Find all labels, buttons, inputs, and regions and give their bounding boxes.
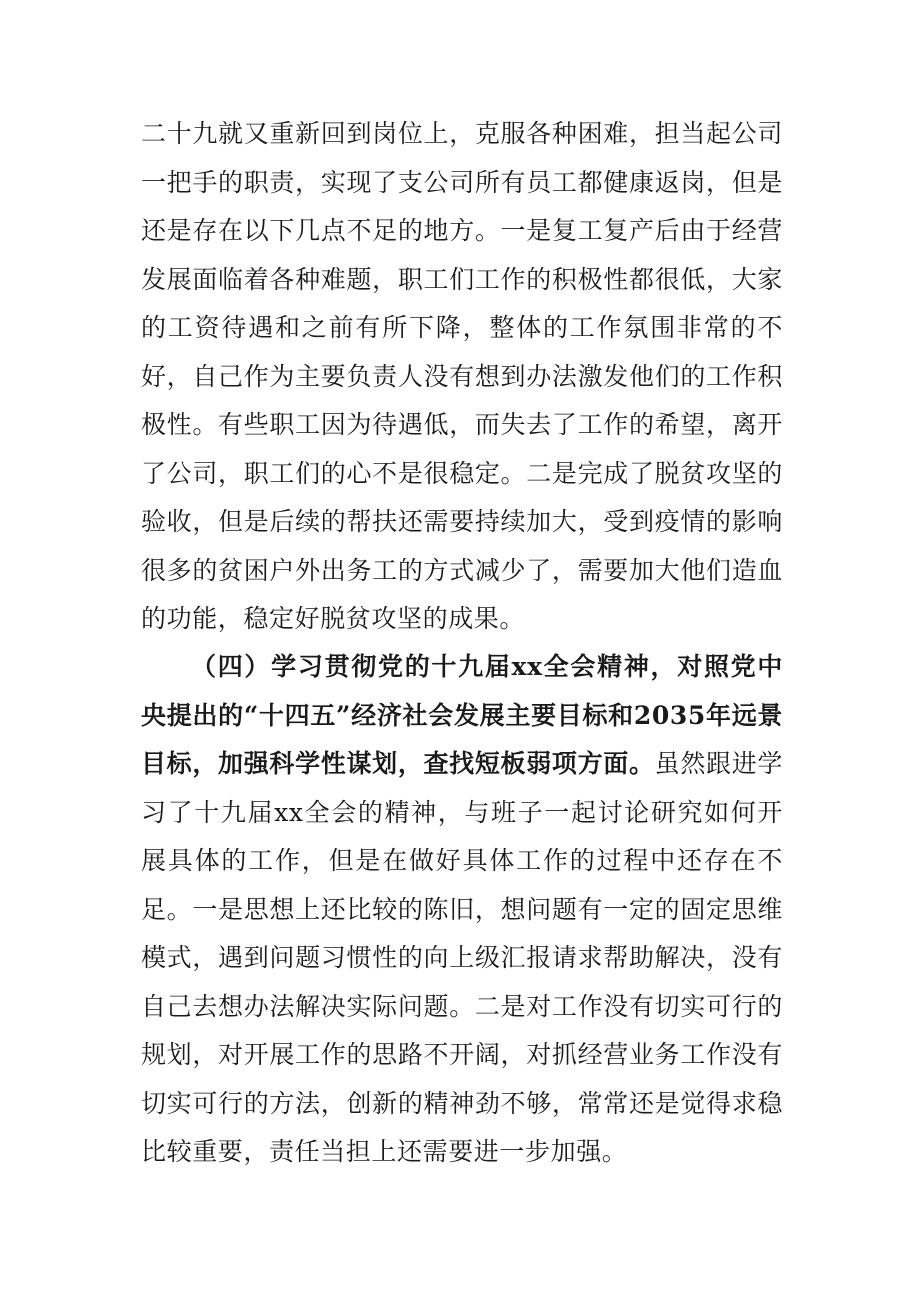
section-heading-4: （四）学习贯彻党的十九届xx全会精神，对照党中央提出的“十四五”经济社会发展主要目标和2035年远景目标，加强科学性谋划，查找短板弱项方面。: [141, 652, 783, 778]
section-body-4: 虽然跟进学习了十九届xx全会的精神，与班子一起讨论研究如何开展具体的工作，但是在做好具体工作的过程中还存在不足。一是思想上还比较的陈旧，想问题有一定的固定思维模式，遇到问题习惯性的向上级汇报请求帮助解决，没有自己去想办法解决实际问题。二是对工作没有切实可行的规划，对开展工作的思路不开阔，对抓经营业务工作没有切实可行的方法，创新的精神劲不够，常常还是觉得求稳比较重要，责任当担上还需要进一步加强。: [141, 749, 783, 1166]
body-paragraph-2: [141, 643, 783, 1177]
body-paragraph-1: 二十九就又重新回到岗位上，克服各种困难，担当起公司一把手的职责，实现了支公司所有员工都健康返岗，但是还是存在以下几点不足的地方。一是复工复产后由于经营发展面临着各种难题，职工们工作的积极性都很低，大家的工资待遇和之前有所下降，整体的工作氛围非常的不好，自己作为主要负责人没有想到办法激发他们的工作积极性。有些职工因为待遇低，而失去了工作的希望，离开了公司，职工们的心不是很稳定。二是完成了脱贫攻坚的验收，但是后续的帮扶还需要持续加大，受到疫情的影响很多的贫困户外出务工的方式减少了，需要加大他们造血的功能，稳定好脱贫攻坚的成果。: [141, 119, 783, 633]
